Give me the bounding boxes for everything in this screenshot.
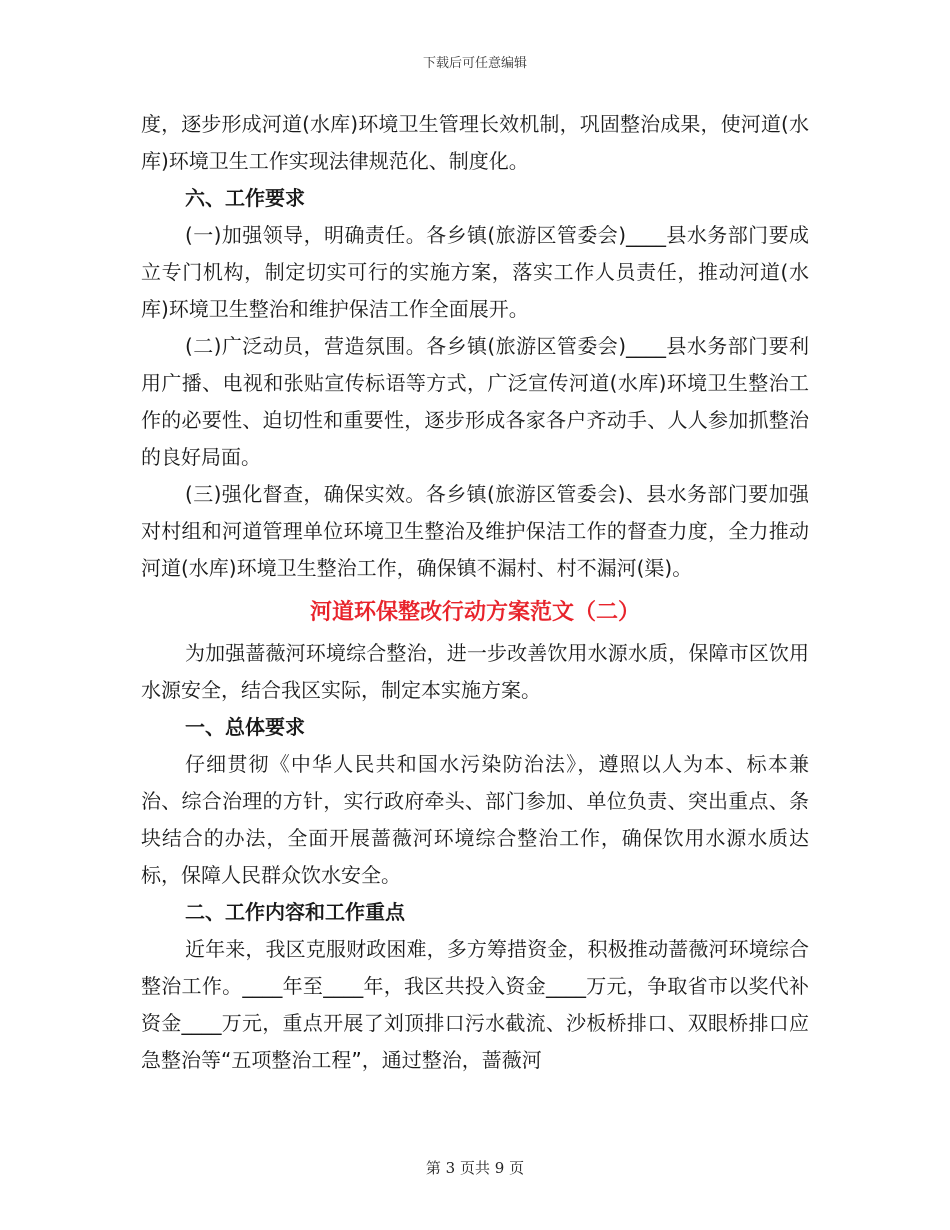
section-heading-work-requirements: 六、工作要求 [185, 186, 305, 210]
paragraph-leadership: (一)加强领导，明确责任。各乡镇(旅游区管委会)____县水务部门要成立专门机构，制定切实可行的实施方案，落实工作人员责任，推动河道(水库)环境卫生整治和维护保洁工作全面展开。 [141, 223, 809, 321]
section-heading-work-content: 二、工作内容和工作重点 [185, 900, 405, 924]
paragraph-supervision: (三)强化督查，确保实效。各乡镇(旅游区管委会)、县水务部门要加强对村组和河道管理单位环境卫生整治及维护保洁工作的督查力度，全力推动河道(水库)环境卫生整治工作，确保镇不漏村、村不漏河(渠)。 [141, 482, 809, 580]
paragraph-mobilization: (二)广泛动员，营造氛围。各乡镇(旅游区管委会)____县水务部门要利用广播、电视和张贴宣传标语等方式，广泛宣传河道(水库)环境卫生整治工作的必要性、迫切性和重要性，逐步形成各家各户齐动手、人人参加抓整治的良好局面。 [141, 334, 809, 469]
document-body [141, 106, 809, 1079]
document-title-part-two: 河道环保整改行动方案范文（二） [309, 600, 640, 625]
section-heading-overall-requirements: 一、总体要求 [185, 715, 305, 739]
page-header-note: 下载后可任意编辑 [422, 56, 527, 71]
paragraph-continuation: 度，逐步形成河道(水库)环境卫生管理长效机制，巩固整治成果，使河道(水库)环境卫生工作实现法律规范化、制度化。 [141, 112, 809, 173]
paragraph-intro: 为加强蔷薇河环境综合整治，进一步改善饮用水源水质，保障市区饮用水源安全，结合我区实际，制定本实施方案。 [141, 641, 809, 702]
page-footer-number: 第 3 页共 9 页 [425, 1159, 525, 1177]
paragraph-work-content: 近年来，我区克服财政困难，多方筹措资金，积极推动蔷薇河环境综合整治工作。____年至____年，我区共投入资金____万元，争取省市以奖代补资金____万元，重点开展了刘顶排口污水截流、沙板桥排口、双眼桥排口应急整治等“五项整治工程”，通过整治，蔷薇河 [141, 937, 809, 1072]
paragraph-overall: 仔细贯彻《中华人民共和国水污染防治法》，遵照以人为本、标本兼治、综合治理的方针，实行政府牵头、部门参加、单位负责、突出重点、条块结合的办法，全面开展蔷薇河环境综合整治工作，确保饮用水源水质达标，保障人民群众饮水安全。 [141, 752, 809, 887]
